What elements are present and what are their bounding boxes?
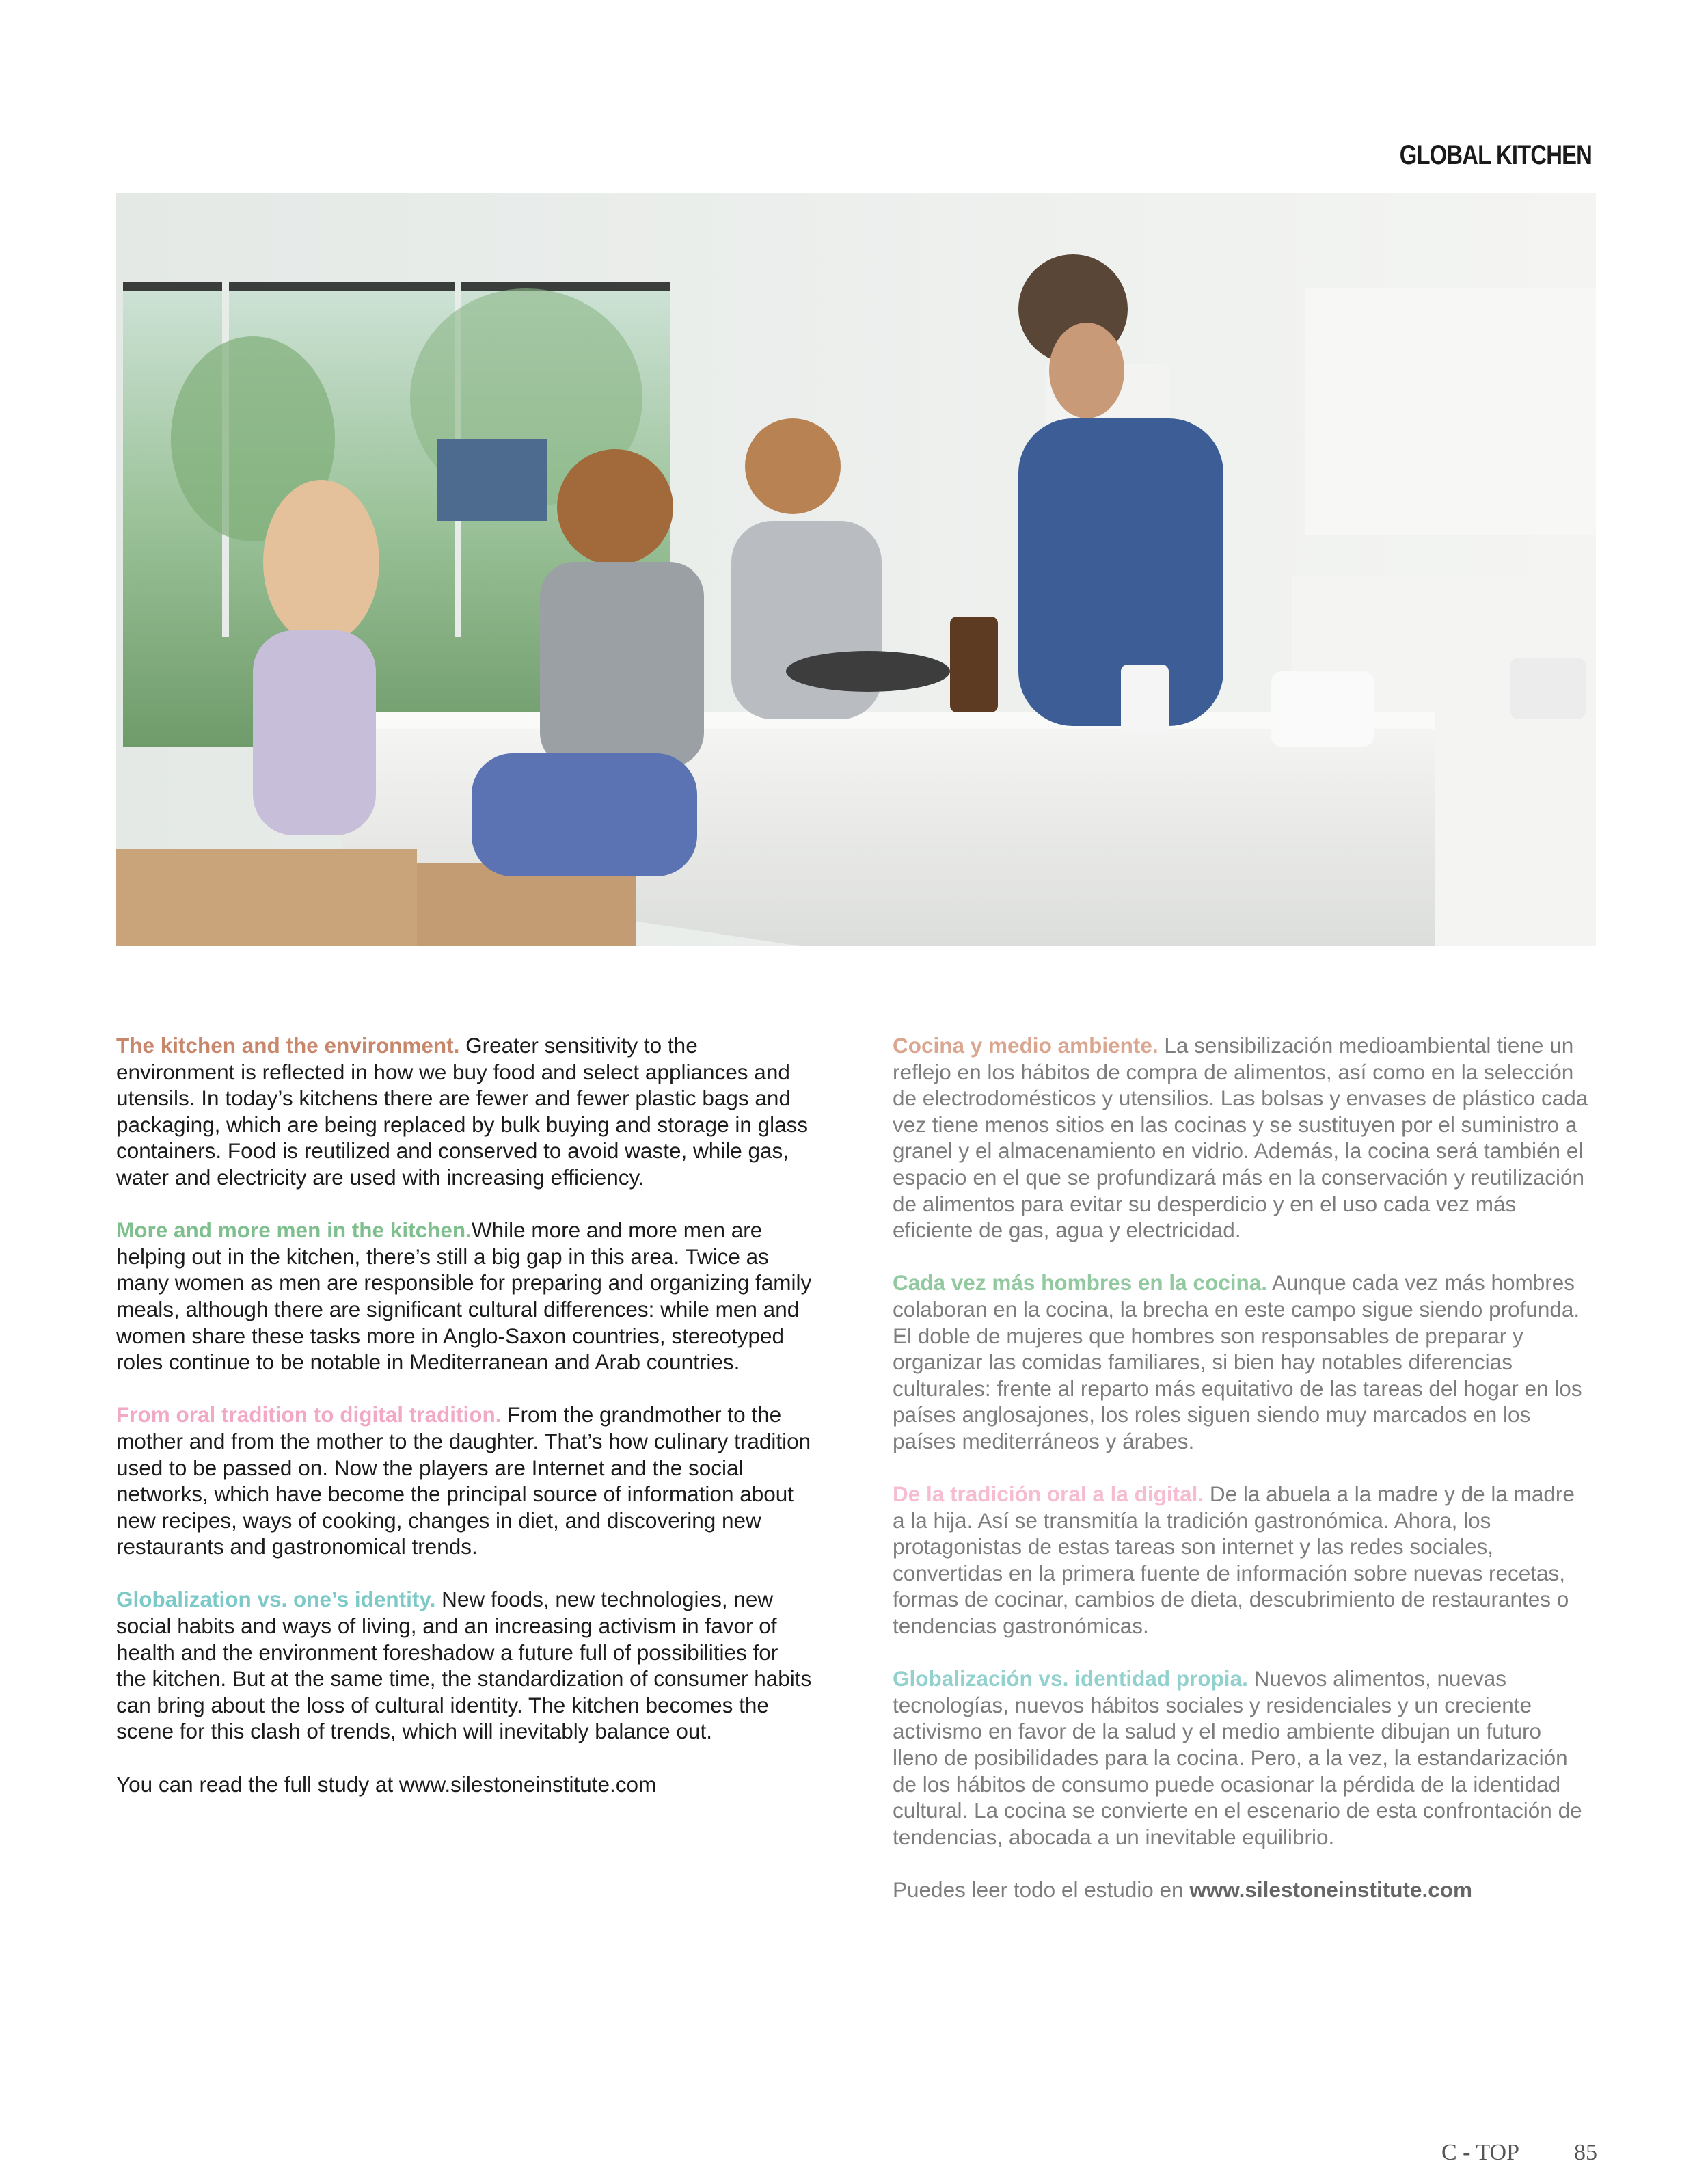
es-body-men: Aunque cada vez más hombres colaboran en la cocina, la brecha en este campo sigue siendo profunda. El doble de mujeres que hombres son responsables de preparar y organizar las comidas familiares, si bien hay notables diferencias culturales: frente al reparto más equitativo de las tareas del hogar en los países anglosajones, los roles siguen siendo muy marcados en los países mediterráneos y árabes.	[893, 1270, 1582, 1453]
en-body-men: While more and more men are helping out in the kitchen, there’s still a big gap in this area. Twice as many women as men are responsible for preparing and organizing family meals, although there are significant cultural differences: while men and women share these tasks more in Anglo-Saxon countries, stereotyped roles continue to be notable in Mediterranean and Arab countries.	[116, 1218, 812, 1375]
es-heading-tradition: De la tradición oral a la digital.	[893, 1481, 1204, 1507]
es-heading-men: Cada vez más hombres en la cocina.	[893, 1270, 1267, 1296]
en-heading-environment: The kitchen and the environment.	[116, 1033, 460, 1058]
magazine-name: C - TOP	[1441, 2140, 1519, 2165]
en-closing: You can read the full study at www.silestoneinstitute.com	[116, 1771, 657, 1797]
spanish-column	[893, 1032, 1590, 1929]
es-paragraph-globalization	[893, 1665, 1590, 1850]
es-closing-link[interactable]: www.silestoneinstitute.com	[1189, 1877, 1472, 1902]
page-footer	[1441, 2140, 1597, 2166]
es-heading-environment: Cocina y medio ambiente.	[893, 1033, 1158, 1058]
es-body-environment: La sensibilización medioambiental tiene un reflejo en los hábitos de compra de alimentos, así como en la selección de electrodomésticos y utensilios. Las bolsas y envases de plástico cada vez tiene menos sitios en las cocinas y se sustituyen por el suministro a granel y el almacenamiento en vidrio. Además, la cocina será también el espacio en el que se profundizará más en la conservación y reutilización de alimentos para evitar su desperdicio y en el uso cada vez más eficiente de gas, agua y electricidad.	[893, 1033, 1588, 1243]
es-paragraph-men	[893, 1270, 1590, 1454]
es-closing-text: Puedes leer todo el estudio en	[893, 1877, 1190, 1902]
kitchen-photo	[116, 193, 1596, 946]
en-body-tradition: From the grandmother to the mother and from the mother to the daughter. That’s how culinary tradition used to be passed on. Now the players are Internet and the social networks, which have become the principal source of information about new recipes, ways of cooking, changes in diet, and discovering new restaurants and gastronomical trends.	[116, 1402, 811, 1559]
es-body-tradition: De la abuela a la madre y de la madre a la hija. Así se transmitía la tradición gastronómica. Ahora, los protagonistas de estas tareas son internet y las redes sociales, convertidas en la primera fuente de información sobre nuevas recetas, formas de cocinar, cambios de dieta, descubrimiento de restaurantes o tendencias gastronómicas.	[893, 1481, 1575, 1639]
en-body-globalization: New foods, new technologies, new social habits and ways of living, and an increasing activism in favor of health and the environment foreshadow a future full of possibilities for the kitchen. But at the same time, the standardization of consumer habits can bring about the loss of cultural identity. The kitchen becomes the scene for this clash of trends, which will inevitably balance out.	[116, 1587, 812, 1744]
es-heading-globalization: Globalización vs. identidad propia.	[893, 1666, 1248, 1691]
es-paragraph-environment	[893, 1032, 1590, 1244]
es-body-globalization: Nuevos alimentos, nuevas tecnologías, nuevos hábitos sociales y residenciales y un creciente activismo en favor de la salud y el medio ambiente dibujan un futuro lleno de posibilidades para la cocina. Pero, a la vez, la estandarización de los hábitos de consumo puede ocasionar la pérdida de la identidad cultural. La cocina se convierte en el escenario de esta confrontación de tendencias, abocada a un inevitable equilibrio.	[893, 1666, 1582, 1849]
page-number: 85	[1574, 2140, 1597, 2165]
en-heading-globalization: Globalization vs. one’s identity.	[116, 1587, 436, 1612]
es-paragraph-tradition	[893, 1481, 1590, 1639]
es-closing	[893, 1877, 1590, 1903]
en-paragraph-tradition	[116, 1401, 813, 1560]
english-column	[116, 1032, 813, 1824]
en-heading-men: More and more men in the kitchen.	[116, 1218, 472, 1243]
en-heading-tradition: From oral tradition to digital tradition.	[116, 1402, 502, 1427]
section-label: GLOBAL KITCHEN	[1399, 140, 1592, 170]
en-paragraph-globalization	[116, 1586, 813, 1745]
en-paragraph-environment	[116, 1032, 813, 1191]
en-body-environment: Greater sensitivity to the environment is reflected in how we buy food and select appliances and utensils. In today’s kitchens there are fewer and fewer plastic bags and packaging, which are being replaced by bulk buying and storage in glass containers. Food is reutilized and conserved to avoid waste, while gas, water and electricity are used with increasing efficiency.	[116, 1033, 809, 1190]
en-paragraph-men	[116, 1217, 813, 1375]
